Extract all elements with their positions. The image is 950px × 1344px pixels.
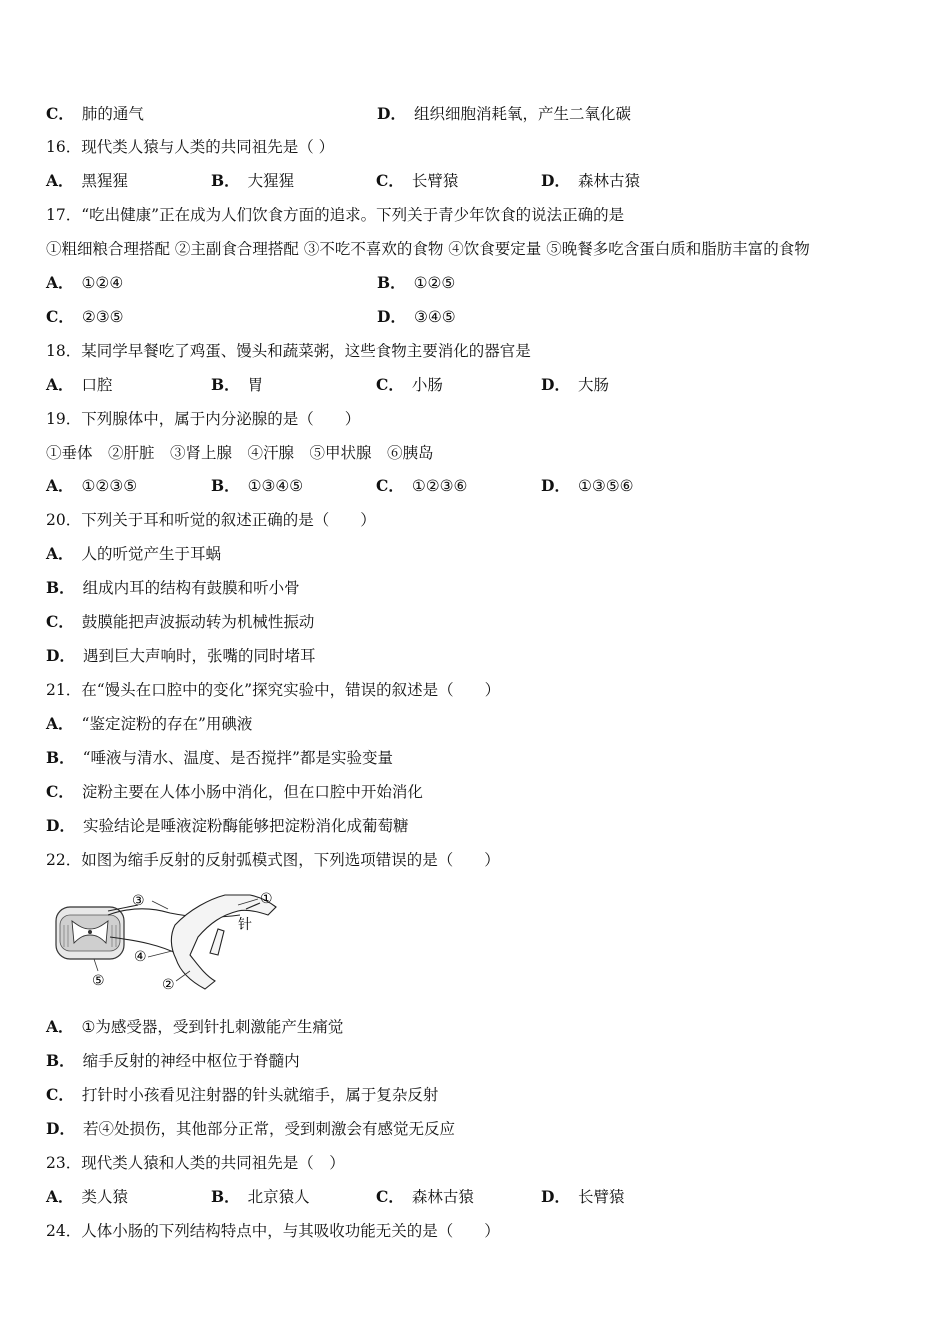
question-line: 21．在“馒头在口腔中的变化”探究实验中，错误的叙述是（ ） (46, 681, 501, 699)
reflex-arc-diagram (50, 885, 290, 995)
option-text: 人的听觉产生于耳蜗 (81, 545, 222, 563)
option-line (46, 714, 252, 734)
options-row (46, 273, 708, 293)
option-text: 鼓膜能把声波振动转为机械性振动 (81, 613, 315, 631)
question-line: 16．现代类人猿与人类的共同祖先是（ ） (46, 138, 335, 156)
label-n1: ① (260, 891, 273, 907)
options-row (46, 375, 706, 395)
option-item (46, 1187, 211, 1207)
option-line (46, 782, 423, 802)
option-item (376, 476, 541, 496)
option-label: C． (46, 1085, 74, 1104)
option-label: C． (46, 782, 74, 801)
option-line (46, 1119, 455, 1139)
option-text: 缩手反射的神经中枢位于脊髓内 (82, 1052, 300, 1070)
option-text: 打针时小孩看见注射器的针头就缩手，属于复杂反射 (81, 1086, 439, 1104)
option-label: A． (46, 1017, 74, 1036)
options-row (46, 171, 706, 191)
option-text: 组织细胞消耗氧，产生二氧化碳 (413, 105, 631, 123)
question-line: ①垂体 ②肝脏 ③肾上腺 ④汗腺 ⑤甲状腺 ⑥胰岛 (46, 444, 434, 462)
option-text: 长臂猿 (577, 1188, 625, 1206)
option-label: D． (377, 307, 406, 326)
option-label: A． (46, 714, 74, 733)
option-label: B． (46, 1051, 75, 1070)
option-text: 森林古猿 (577, 172, 640, 190)
option-line (46, 646, 315, 666)
option-item (541, 476, 706, 496)
option-line (46, 1017, 343, 1037)
question-line: 22．如图为缩手反射的反射弧模式图，下列选项错误的是（ ） (46, 851, 500, 869)
option-item (377, 307, 708, 327)
option-item (376, 1187, 541, 1207)
option-label: A． (46, 273, 74, 292)
spinal-cord-icon (56, 907, 124, 959)
option-text: 北京猿人 (247, 1188, 310, 1206)
question-line: 19．下列腺体中，属于内分泌腺的是（ ） (46, 410, 361, 428)
option-text: 口腔 (81, 376, 113, 394)
option-text: 遇到巨大声响时，张嘴的同时堵耳 (82, 647, 316, 665)
option-text: 黑猩猩 (81, 172, 129, 190)
option-text: 类人猿 (81, 1188, 129, 1206)
options-row (46, 476, 706, 496)
option-line (46, 748, 393, 768)
option-text: 长臂猿 (411, 172, 459, 190)
option-item (376, 171, 541, 191)
option-text: ①为感受器，受到针扎刺激能产生痛觉 (81, 1018, 344, 1036)
arm-icon (171, 895, 276, 989)
option-item (541, 375, 706, 395)
option-label: B． (46, 748, 75, 767)
option-label: B． (211, 375, 240, 394)
option-label: B． (211, 171, 240, 190)
option-item (376, 375, 541, 395)
option-text: ①②③⑤ (81, 477, 138, 495)
question-line: 17．“吃出健康”正在成为人们饮食方面的追求。下列关于青少年饮食的说法正确的是 (46, 206, 625, 224)
question-line: 18．某同学早餐吃了鸡蛋、馒头和蔬菜粥，这些食物主要消化的器官是 (46, 342, 531, 360)
label-needle: 针 (238, 917, 252, 933)
option-label: A． (46, 1187, 74, 1206)
question-line: 23．现代类人猿和人类的共同祖先是（ ） (46, 1154, 345, 1172)
option-label: B． (211, 476, 240, 495)
option-text: 淀粉主要在人体小肠中消化，但在口腔中开始消化 (81, 783, 423, 801)
option-item (46, 476, 211, 496)
option-text: 胃 (247, 376, 264, 394)
option-text: 实验结论是唾液淀粉酶能够把淀粉消化成葡萄糖 (82, 817, 409, 835)
option-line (46, 816, 408, 836)
option-label: A． (46, 544, 74, 563)
option-line (46, 1085, 438, 1105)
option-item (211, 476, 376, 496)
option-label: A． (46, 476, 74, 495)
option-item (377, 273, 708, 293)
option-line (46, 544, 221, 564)
question-line: 20．下列关于耳和听觉的叙述正确的是（ ） (46, 511, 376, 529)
option-item (211, 1187, 376, 1207)
option-label: D． (541, 171, 570, 190)
option-item (46, 307, 377, 327)
option-label: C． (46, 612, 74, 631)
option-label: B． (46, 578, 75, 597)
option-text: 组成内耳的结构有鼓膜和听小骨 (82, 579, 300, 597)
option-text: ②③⑤ (81, 308, 124, 326)
option-text: ①③⑤⑥ (577, 477, 634, 495)
question-line: ①粗细粮合理搭配 ②主副食合理搭配 ③不吃不喜欢的食物 ④饮食要定量 ⑤晚餐多吃含蛋白质和脂肪丰富的食物 (46, 240, 810, 258)
label-n4: ④ (134, 949, 147, 965)
option-line (46, 578, 300, 598)
option-item (211, 375, 376, 395)
option-item (211, 171, 376, 191)
option-line (46, 1051, 300, 1071)
option-text: 大肠 (577, 376, 609, 394)
option-label: C． (376, 476, 404, 495)
option-line (46, 612, 314, 632)
option-label: C． (46, 307, 74, 326)
option-item (377, 104, 708, 124)
option-text: ③④⑤ (413, 308, 456, 326)
reflex-arc-figure (50, 885, 290, 995)
option-label: D． (541, 1187, 570, 1206)
option-label: D． (46, 1119, 75, 1138)
option-label: D． (46, 816, 75, 835)
option-text: 森林古猿 (411, 1188, 474, 1206)
option-text: ①②④ (81, 274, 124, 292)
option-item (46, 375, 211, 395)
option-label: D． (541, 375, 570, 394)
option-item (541, 171, 706, 191)
option-label: C． (46, 104, 74, 123)
option-label: D． (377, 104, 406, 123)
option-item (46, 171, 211, 191)
option-label: B． (211, 1187, 240, 1206)
option-text: “鉴定淀粉的存在”用碘液 (81, 715, 253, 733)
option-label: C． (376, 1187, 404, 1206)
option-label: A． (46, 375, 74, 394)
option-label: D． (541, 476, 570, 495)
label-n5: ⑤ (92, 973, 105, 989)
options-row (46, 104, 708, 124)
option-text: “唾液与清水、温度、是否搅拌”都是实验变量 (82, 749, 393, 767)
label-n2: ② (162, 977, 175, 993)
option-label: C． (376, 171, 404, 190)
option-text: ①③④⑤ (247, 477, 304, 495)
option-label: B． (377, 273, 406, 292)
option-label: A． (46, 171, 74, 190)
option-text: ①②⑤ (413, 274, 456, 292)
question-line: 24．人体小肠的下列结构特点中，与其吸收功能无关的是（ ） (46, 1222, 500, 1240)
options-row (46, 307, 708, 327)
option-text: 大猩猩 (247, 172, 295, 190)
option-item (46, 273, 377, 293)
option-item (46, 104, 377, 124)
options-row (46, 1187, 706, 1207)
option-text: 小肠 (411, 376, 443, 394)
option-label: C． (376, 375, 404, 394)
label-n3: ③ (132, 893, 145, 909)
option-item (541, 1187, 706, 1207)
option-text: ①②③⑥ (411, 477, 468, 495)
option-text: 肺的通气 (81, 105, 144, 123)
option-text: 若④处损伤，其他部分正常，受到刺激会有感觉无反应 (82, 1120, 455, 1138)
option-label: D． (46, 646, 75, 665)
